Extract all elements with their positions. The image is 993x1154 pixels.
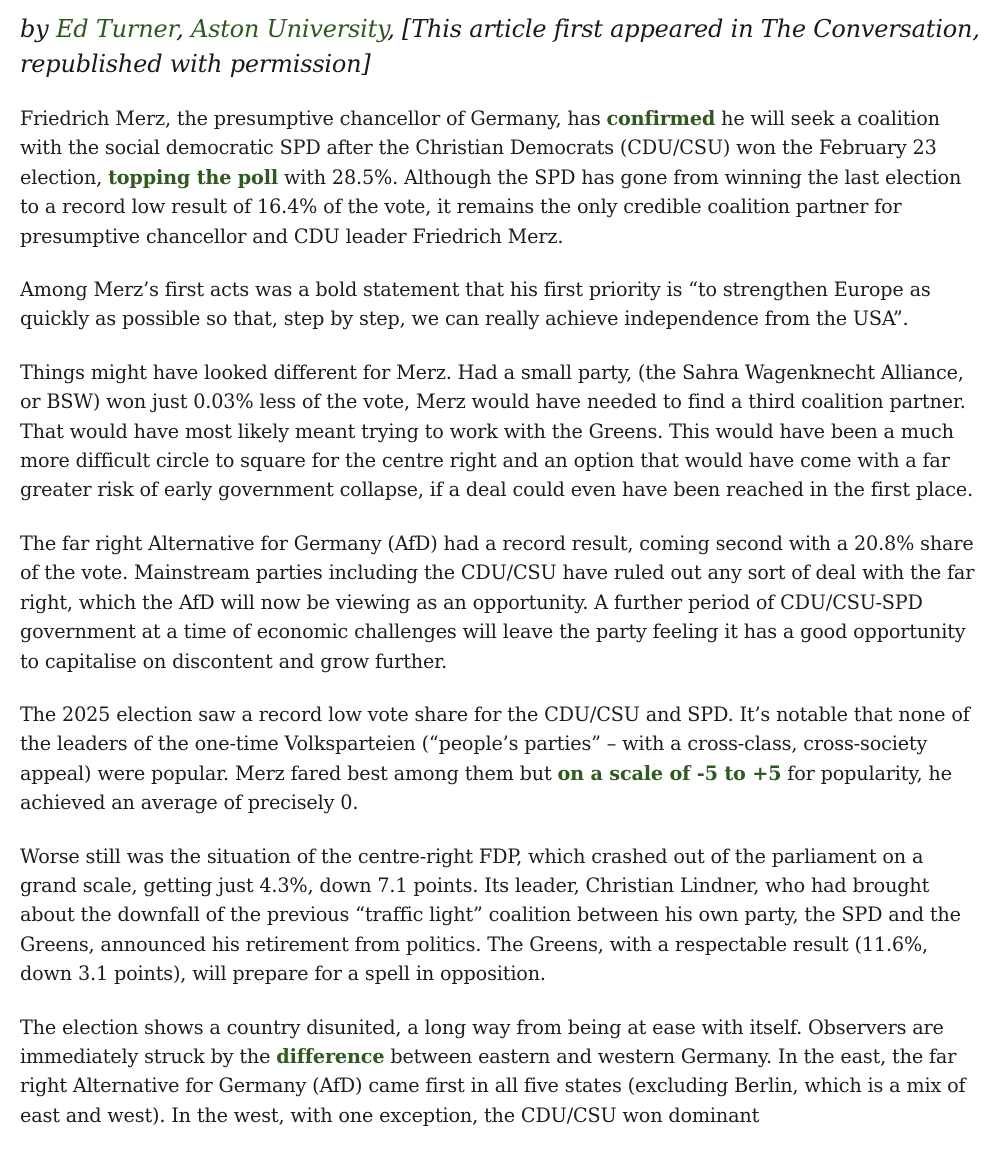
- byline-separator: ,: [176, 15, 191, 43]
- paragraph-4: The far right Alternative for Germany (AfD) had a record result, coming second with a 20.8% share of the vote. Mainstream parties including the CDU/CSU have ruled out any sort of deal with the far right, which the AfD will now be viewing as an opportunity. A further period of CDU/CSU-SPD government at a time of economic challenges will leave the party feeling it has a good opportunity to capitalise on discontent and grow further.: [20, 531, 975, 673]
- paragraph-3: Things might have looked different for Merz. Had a small party, (the Sahra Wagenknecht Alliance, or BSW) won just 0.03% less of the vote, Merz would have needed to find a third coalition partner. That would have most likely meant trying to work with the Greens. This would have been a much more difficult circle to square for the centre right and an option that would have come with a far greater risk of early government collapse, if a deal could even have been reached in the first place.: [20, 360, 974, 502]
- popularity-scale-link[interactable]: on a scale of -5 to +5: [557, 761, 782, 785]
- paragraph-text: with 28.5%. Although the SPD has gone from winning the last election to a record low result of 16.4% of the vote, it remains the only credible coalition partner for presumptive chancellor and CDU leader Friedrich Merz.: [20, 165, 962, 248]
- byline-note: , [This article first appeared in The Conversation, republished with permission]: [20, 15, 980, 78]
- paragraph-1: [20, 104, 980, 251]
- byline: [20, 12, 980, 82]
- paragraph-text: between eastern and western Germany. In the east, the far right Alternative for Germany (AfD) came first in all five states (excluding Berlin, which is a mix of east and west). In the west, with one exception, the CDU/CSU won dominant: [20, 1044, 966, 1127]
- topping-the-poll-link[interactable]: topping the poll: [108, 165, 278, 189]
- byline-prefix: by: [20, 15, 56, 43]
- paragraph-text: The election shows a country disunited, a long way from being at ease with itself. Observers are immediately struck by the: [20, 1015, 944, 1068]
- article-body: [20, 12, 980, 1154]
- author-link[interactable]: Ed Turner: [55, 15, 177, 43]
- paragraph-text: Friedrich Merz, the presumptive chancellor of Germany, has: [20, 107, 607, 130]
- paragraph-2: Among Merz’s first acts was a bold statement that his first priority is “to strengthen Europe as quickly as possible so that, step by step, we can really achieve independence from the USA”.: [20, 278, 931, 331]
- institution-link[interactable]: Aston University: [190, 15, 388, 43]
- confirmed-link[interactable]: confirmed: [606, 107, 716, 130]
- difference-link[interactable]: difference: [276, 1044, 385, 1068]
- paragraph-6: Worse still was the situation of the centre-right FDP, which crashed out of the parliament on a grand scale, getting just 4.3%, down 7.1 points. Its leader, Christian Lindner, who had brought about the downfall of the previous “traffic light” coalition between his own party, the SPD and the Greens, announced his retirement from politics. The Greens, with a respectable result (11.6%, down 3.1 points), will prepare for a spell in opposition.: [20, 844, 961, 986]
- paragraph-7: [20, 1013, 980, 1131]
- paragraph-5: [20, 700, 980, 818]
- paragraph-text: he will seek a coalition with the social democratic SPD after the Christian Democrats (CDU/CSU) won the February 23 election,: [20, 107, 940, 189]
- paragraph-text: for popularity, he achieved an average of precisely 0.: [20, 761, 952, 815]
- paragraph-text: The 2025 election saw a record low vote share for the CDU/CSU and SPD. It’s notable that none of the leaders of the one-time Volksparteien (“people’s parties” – with a cross-class, cross-society appeal) were popular. Merz fared best among them but: [20, 702, 970, 785]
